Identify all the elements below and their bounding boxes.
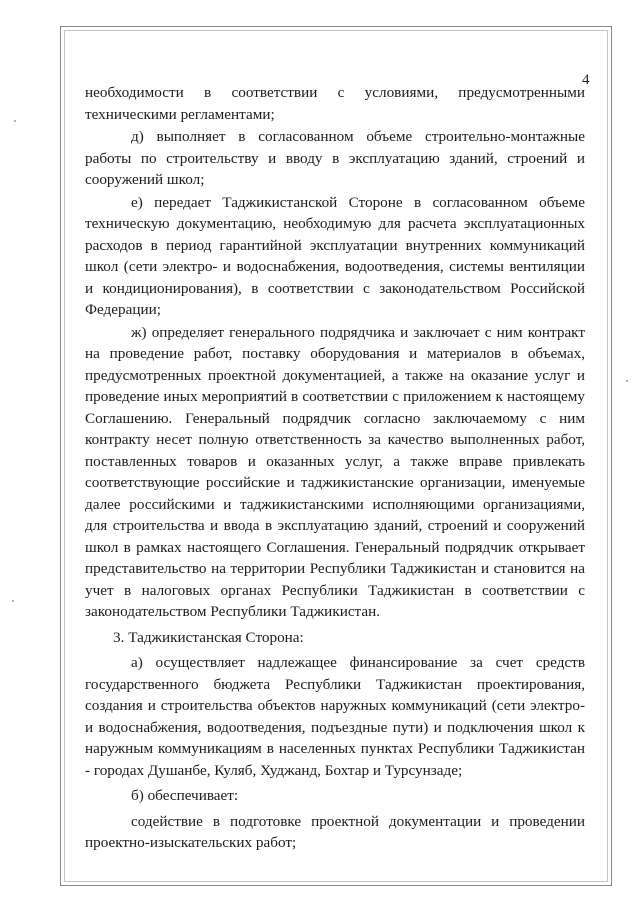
paragraph-item-e: е) передает Таджикистанской Стороне в согласованном объеме техническую документацию, необходимую для расчета эксплуатационных расходов в период гарантийной эксплуатации внутренних коммуникаций школ (сети электро- и водоснабжения, водоотведения, системы вентиляции и кондиционирования), в соответствии с законодательством Российской Федерации; (85, 193, 585, 318)
document-body (85, 82, 585, 855)
paragraph-item-d: д) выполняет в согласованном объеме строительно-монтажные работы по строительству и вводу в эксплуатацию зданий, строений и сооружений школ; (85, 128, 585, 188)
scan-speck (14, 120, 16, 122)
paragraph-item-zh: ж) определяет генерального подрядчика и заключает с ним контракт на проведение работ, поставку оборудования и материалов в объемах, предусмотренных проектной документацией, а также на оказание услуг и проведение иных мероприятий в соответствии с приложением к настоящему Соглашению. Генеральный подрядчик согласно заключаемому с ним контракту несет полную ответственность за качество выполненных работ, поставленных товаров и оказанных услуг, а также вправе привлекать соответствующие российские и таджикистанские организации, именуемые далее российскими и таджикистанскими исполняющими организациями, для строительства и ввода в эксплуатацию зданий, строений и сооружений школ в рамках настоящего Соглашения. Генеральный подрядчик открывает представительство на территории Республики Таджикистан и становится на учет в налоговых органах Республики Таджикистан в соответствии с законодательством Республики Таджикистан. (85, 323, 585, 620)
paragraph-continuation: необходимости в соответствии с условиями, предусмотренными техническими регламентами; (85, 84, 585, 123)
paragraph-item-b: б) обеспечивает: (131, 787, 239, 804)
scan-speck (12, 600, 14, 602)
paragraph-item-b-sub1: содействие в подготовке проектной документации и проведении проектно-изыскательских работ; (85, 812, 585, 851)
scan-speck (626, 380, 628, 382)
paragraph-item-a: а) осуществляет надлежащее финансирование за счет средств государственного бюджета Республики Таджикистан проектирования, создания и строительства объектов наружных коммуникаций (сети электро- и водоснабжения, водоотведения, подъездные пути) и подключения школ к наружным коммуникациям в населенных пунктах Республики Таджикистан - городах Душанбе, Куляб, Худжанд, Бохтар и Турсунзаде; (85, 654, 585, 779)
section-heading-3: 3. Таджикистанская Сторона: (113, 628, 304, 646)
page-number: 4 (582, 72, 590, 88)
